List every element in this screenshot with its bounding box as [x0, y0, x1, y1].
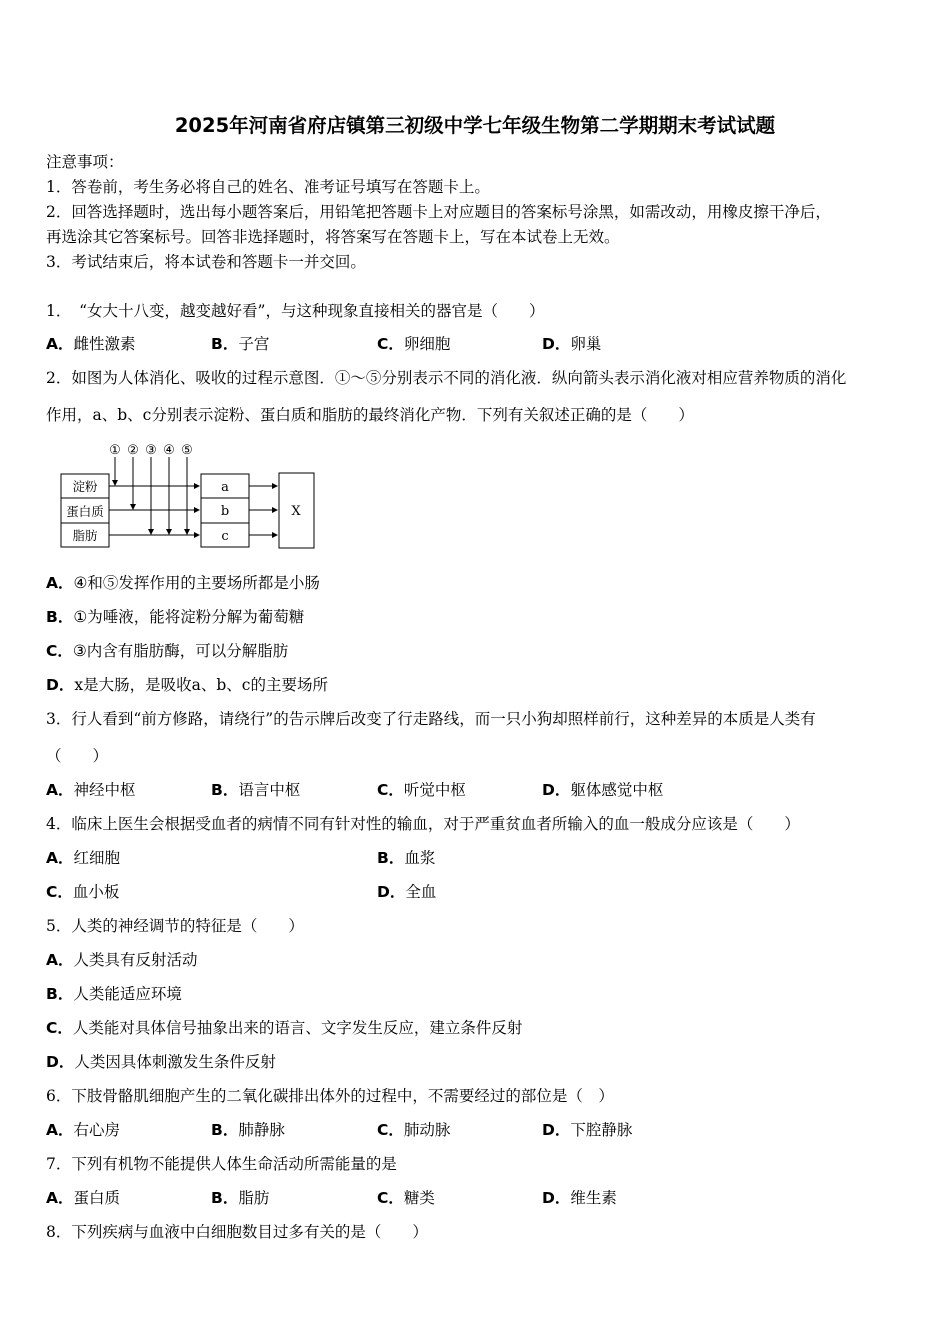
organ-x: X [291, 504, 301, 519]
option-d: D．卵巢 [542, 335, 602, 353]
option-a: A．蛋白质 [46, 1189, 121, 1207]
notice-heading: 注意事项： [46, 153, 124, 171]
nutrient-fat: 脂肪 [72, 528, 98, 543]
notice-item: 3．考试结束后，将本试卷和答题卡一并交回。 [46, 253, 366, 271]
option-b: B．脂肪 [211, 1189, 270, 1207]
notice-item: 2．回答选择题时，选出每小题答案后，用铅笔把答题卡上对应题目的答案标号涂黑，如需改动，用橡皮擦干净后， [46, 203, 831, 221]
nutrient-protein: 蛋白质 [66, 504, 104, 519]
option-a: A．右心房 [46, 1121, 121, 1139]
option-d: D．维生素 [542, 1189, 617, 1207]
option-c: C．听觉中枢 [377, 781, 466, 799]
option-b: B．肺静脉 [211, 1121, 285, 1139]
option-b: B．①为唾液，能将淀粉分解为葡萄糖 [46, 608, 305, 626]
option-d: D．人类因具体刺激发生条件反射 [46, 1053, 276, 1071]
product-a: a [221, 480, 229, 495]
option-a: A．神经中枢 [46, 781, 136, 799]
option-d: D．x是大肠，是吸收a、b、c的主要场所 [46, 676, 328, 694]
digestion-diagram [55, 437, 320, 552]
nutrient-starch: 淀粉 [72, 479, 98, 494]
notice-item: 1．答卷前，考生务必将自己的姓名、准考证号填写在答题卡上。 [46, 178, 490, 196]
option-c: C．③内含有脂肪酶，可以分解脂肪 [46, 642, 289, 660]
option-c: C．人类能对具体信号抽象出来的语言、文字发生反应，建立条件反射 [46, 1019, 523, 1037]
question-stem: 2．如图为人体消化、吸收的过程示意图．①～⑤分别表示不同的消化液．纵向箭头表示消化液对相应营养物质的消化 [46, 369, 847, 387]
page-title: 2025年河南省府店镇第三初级中学七年级生物第二学期期末考试试题 [174, 114, 776, 137]
question-stem: 5．人类的神经调节的特征是（ ） [46, 917, 304, 935]
product-b: b [220, 504, 230, 519]
option-d: D．下腔静脉 [542, 1121, 633, 1139]
nutrient-box [61, 474, 109, 547]
product-c: c [221, 529, 229, 544]
option-b: B．语言中枢 [211, 781, 301, 799]
juice-label-3: ③ [145, 443, 157, 458]
question-stem: 7．下列有机物不能提供人体生命活动所需能量的是 [46, 1155, 397, 1173]
juice-label-4: ④ [163, 443, 175, 458]
notice-item: 再选涂其它答案标号。回答非选择题时，将答案写在答题卡上，写在本试卷上无效。 [46, 228, 620, 246]
option-a: A．红细胞 [46, 849, 121, 867]
juice-label-1: ① [109, 443, 121, 458]
juice-label-5: ⑤ [181, 443, 193, 458]
option-b: B．子宫 [211, 335, 270, 353]
option-b: B．血浆 [377, 849, 436, 867]
question-stem: （ ） [46, 747, 109, 765]
juice-label-2: ② [127, 443, 139, 458]
question-stem: 3．行人看到“前方修路，请绕行”的告示牌后改变了行走路线，而一只小狗却照样前行，这种差异的本质是人类有 [46, 710, 816, 728]
option-b: B．人类能适应环境 [46, 985, 182, 1003]
option-a: A．人类具有反射活动 [46, 951, 198, 969]
option-c: C．卵细胞 [377, 335, 451, 353]
option-c: C．糖类 [377, 1189, 435, 1207]
question-stem: 4．临床上医生会根据受血者的病情不同有针对性的输血，对于严重贫血者所输入的血一般成分应该是（ ） [46, 815, 800, 833]
option-d: D．躯体感觉中枢 [542, 781, 664, 799]
question-stem: 6．下肢骨骼肌细胞产生的二氧化碳排出体外的过程中，不需要经过的部位是（ ） [46, 1087, 614, 1105]
product-box [201, 474, 249, 547]
question-stem: 作用，a、b、c分别表示淀粉、蛋白质和脂肪的最终消化产物．下列有关叙述正确的是（ ） [46, 406, 694, 424]
option-a: A．④和⑤发挥作用的主要场所都是小肠 [46, 574, 320, 592]
option-c: C．血小板 [46, 883, 120, 901]
question-stem: 8．下列疾病与血液中白细胞数目过多有关的是（ ） [46, 1223, 428, 1241]
option-d: D．全血 [377, 883, 437, 901]
option-a: A．雌性激素 [46, 335, 136, 353]
question-stem: 1． “女大十八变，越变越好看”，与这种现象直接相关的器官是（ ） [46, 302, 545, 320]
option-c: C．肺动脉 [377, 1121, 451, 1139]
